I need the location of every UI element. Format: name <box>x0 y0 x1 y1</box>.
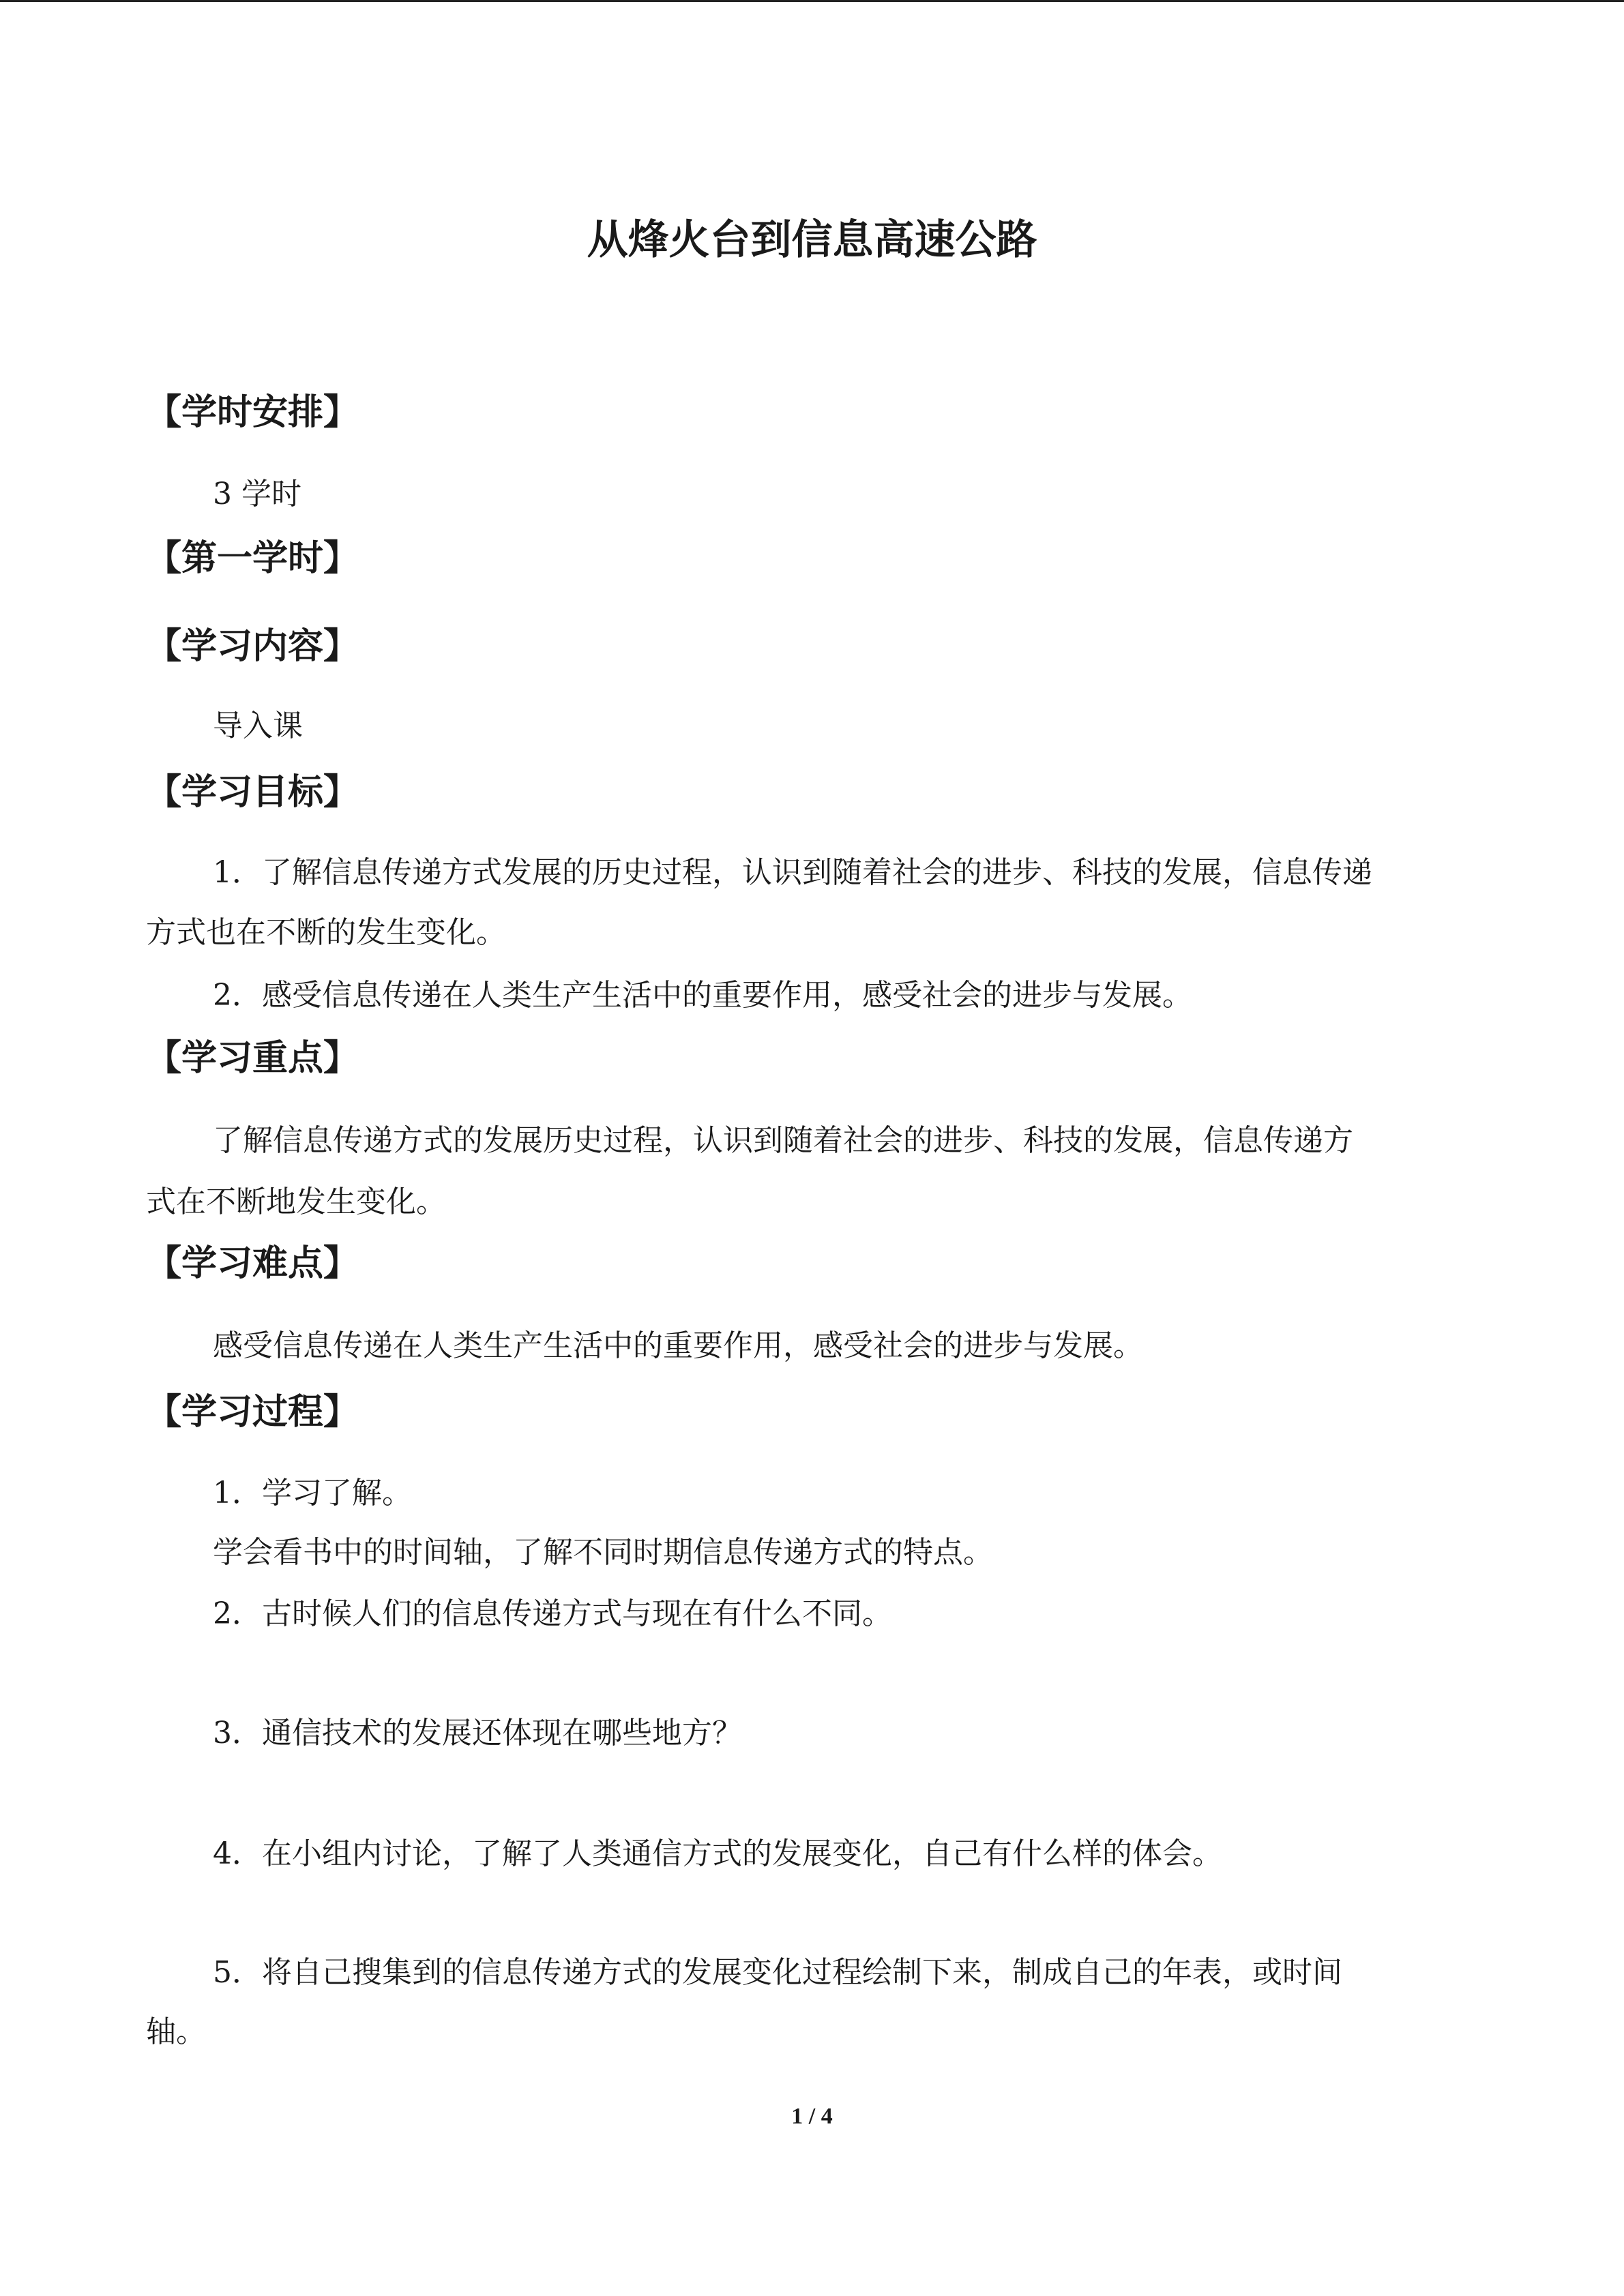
key-points-line-2: 式在不断地发生变化。 <box>146 1184 446 1219</box>
process-step-3: 3．通信技术的发展还体现在哪些地方？ <box>213 1716 742 1750</box>
process-step-1: 1．学习了解。 <box>213 1476 412 1510</box>
heading-objectives: 【学习目标】 <box>146 772 359 813</box>
objective-item-1-line-2: 方式也在不断的发生变化。 <box>146 915 506 950</box>
content-text: 导入课 <box>213 709 303 743</box>
heading-process: 【学习过程】 <box>146 1392 359 1433</box>
heading-content: 【学习内容】 <box>146 626 359 667</box>
process-step-2: 2．古时候人们的信息传递方式与现在有什么不同。 <box>213 1596 892 1631</box>
difficulties-text: 感受信息传递在人类生产生活中的重要作用，感受社会的进步与发展。 <box>213 1328 1143 1363</box>
heading-key-points: 【学习重点】 <box>146 1038 359 1079</box>
process-step-5-line-2: 轴。 <box>146 2014 206 2049</box>
process-step-1-detail: 学会看书中的时间轴，了解不同时期信息传递方式的特点。 <box>213 1535 993 1570</box>
key-points-line-1: 了解信息传递方式的发展历史过程，认识到随着社会的进步、科技的发展，信息传递方 <box>213 1123 1353 1158</box>
schedule-text: 3 学时 <box>213 477 301 511</box>
process-step-5-line-1: 5．将自己搜集到的信息传递方式的发展变化过程绘制下来，制成自己的年表，或时间 <box>213 1955 1342 1990</box>
objective-item-1-line-1: 1．了解信息传递方式发展的历史过程，认识到随着社会的进步、科技的发展，信息传递 <box>213 855 1372 890</box>
process-step-4: 4．在小组内讨论，了解了人类通信方式的发展变化，自己有什么样的体会。 <box>213 1836 1222 1871</box>
objective-item-2: 2．感受信息传递在人类生产生活中的重要作用，感受社会的进步与发展。 <box>213 978 1192 1013</box>
page-number: 1 / 4 <box>791 2104 833 2129</box>
heading-schedule: 【学时安排】 <box>146 392 359 433</box>
document-title: 从烽火台到信息高速公路 <box>587 216 1037 264</box>
heading-difficulties: 【学习难点】 <box>146 1243 359 1284</box>
heading-first-period: 【第一学时】 <box>146 538 359 579</box>
